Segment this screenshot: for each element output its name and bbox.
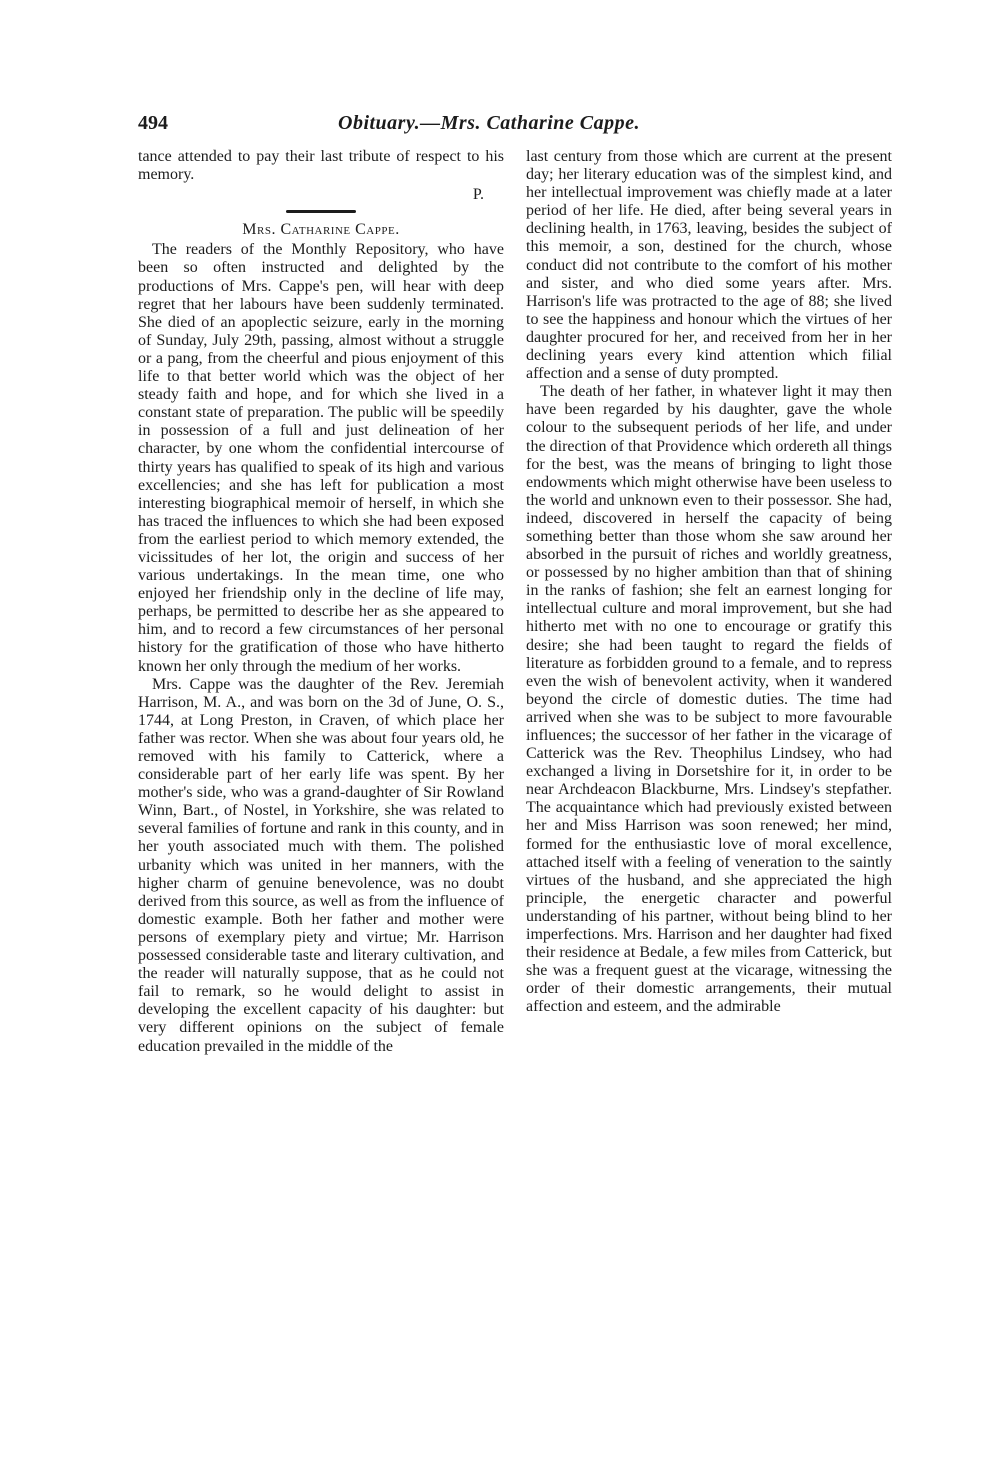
body-paragraph: The readers of the Monthly Repository, who have been so often instructed and delighted by the productions of Mrs. Cappe's pen, will hear with deep regret that her labours have been suddenly terminated. She died of an apoplectic seizure, early in the morning of Sunday, July 29th, passing, almost without a struggle or a pang, from the cheerful and pious enjoyment of this life to that better world which was the object of her steady faith and hope, and for which she lived in a constant state of preparation. The public will be speedily in possession of a full and just delineation of her character, by one whom the confidential intercourse of thirty years has qualified to speak of its high and various excellencies; and she has left for publication a most interesting biographical memoir of herself, in which she has traced the influences to which she had been exposed from the earliest period to which memory extended, the vicissitudes of her lot, the origin and success of her various undertakings. In the mean time, one who enjoyed her friendship only in the decline of life may, perhaps, be permitted to describe her as she appeared to him, and to record a few circumstances of her personal history for the gratification of those who have hitherto known her only through the medium of her works. — [138, 241, 504, 675]
section-divider — [286, 210, 356, 213]
signature: P. — [472, 186, 484, 204]
page-number: 494 — [138, 112, 168, 134]
right-column — [526, 148, 892, 1017]
page-header — [138, 112, 890, 140]
article-heading: Mrs. Catharine Cappe. — [242, 221, 400, 239]
continued-paragraph: last century from those which are current at the present day; her literary education was of the simplest kind, and her intellectual improvement was chiefly made at a later period of her life. He died, after being several years in declining health, in 1763, leaving, besides the subject of this memoir, a son, destined for the church, whose conduct did not contribute to the comfort of his mother and sister, and who died some years after. Mrs. Harrison's life was protracted to the age of 88; she lived to see the happiness and honour which the virtues of her daughter procured for her, and received from her in her declining years every kind attention which filial affection and a sense of duty prompted. — [526, 148, 892, 383]
opening-paragraph: tance attended to pay their last tribute of respect to his memory. — [138, 148, 504, 184]
left-column — [138, 148, 504, 1056]
body-paragraph: The death of her father, in whatever light it may then have been regarded by his daughter, gave the whole colour to the subsequent periods of her life, and under the direction of that Providence which ordereth all things for the best, was the means of bringing to light those endowments which might otherwise have been useless to the world and unknown even to their possessor. She had, indeed, discovered in herself the capacity of being something better than those whom she saw around her absorbed in the pursuit of riches and worldly greatness, or possessed by no higher ambition than that of shining in the ranks of fashion; she felt an earnest longing for intellectual culture and moral improvement, but she had hitherto met with no one to encourage or gratify this desire; she had been taught to regard the fields of literature as forbidden ground to a female, and to repress even the wish of benevolent activity, when it wandered beyond the circle of domestic duties. The time had arrived when she was to be subject to more favourable influences; the successor of her father in the vicarage of Catterick was the Rev. Theophilus Lindsey, who had exchanged a living in Dorsetshire for it, in order to be near Archdeacon Blackburne, Mrs. Lindsey's stepfather. The acquaintance which had previously existed between her and Miss Harrison was soon renewed; her mind, formed for the enthusiastic love of moral excellence, attached itself with a feeling of veneration to the saintly virtues of the husband, and she appreciated the high principle, the energetic character and powerful understanding of his partner, without being blind to her imperfections. Mrs. Harrison and her daughter had fixed their residence at Bedale, a few miles from Catterick, but she was a frequent guest at the vicarage, witnessing the order of their domestic arrangements, their mutual affection and esteem, and the admirable — [526, 383, 892, 1016]
body-paragraph: Mrs. Cappe was the daughter of the Rev. Jeremiah Harrison, M. A., and was born on the 3d of June, O. S., 1744, at Long Preston, in Craven, of which place her father was rector. When she was about four years old, he removed with his family to Catterick, where a considerable part of her early life was spent. By her mother's side, who was a grand-daughter of Sir Rowland Winn, Bart., of Nostel, in Yorkshire, she was related to several families of fortune and rank in this county, and in her youth associated much with them. The polished urbanity which was united in her manners, with the higher charm of genuine benevolence, was no doubt derived from this source, as well as from the influence of domestic example. Both her father and mother were persons of exemplary piety and virtue; Mr. Harrison possessed considerable taste and literary cultivation, and the reader will naturally suppose, that as he could not fail to remark, so he would delight to assist in developing the excellent capacity of his daughter: but very different opinions on the subject of female education prevailed in the middle of the — [138, 675, 504, 1055]
running-head: Obituary.—Mrs. Catharine Cappe. — [338, 112, 641, 134]
